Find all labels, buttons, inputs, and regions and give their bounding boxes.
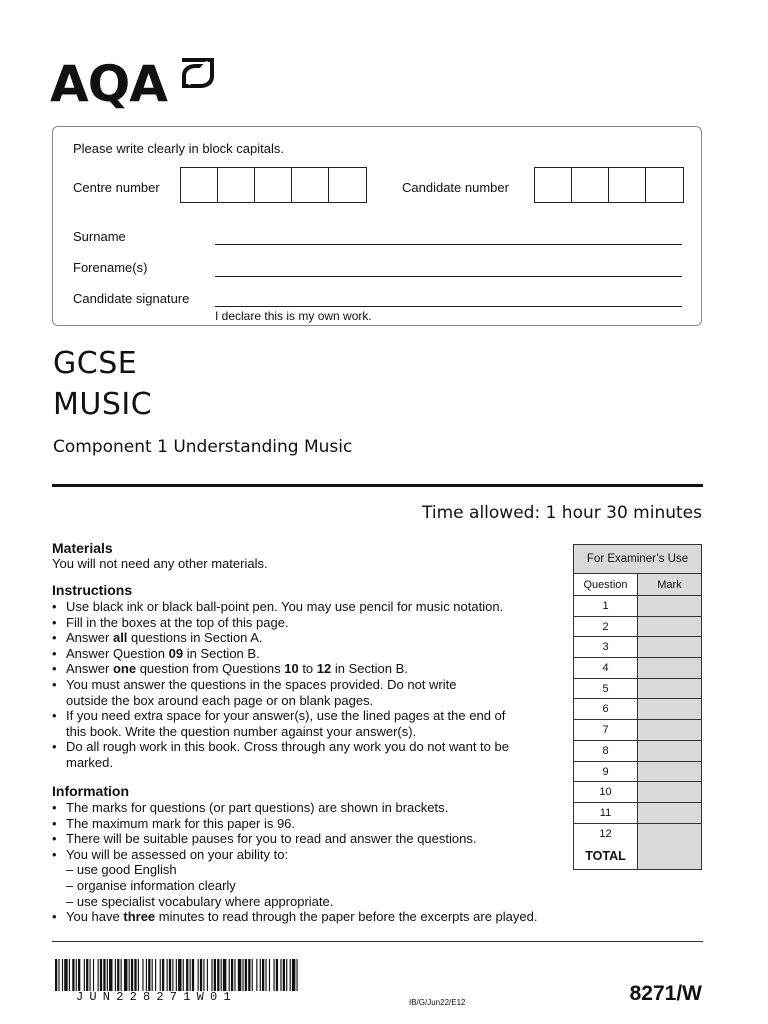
question-number: 6: [574, 699, 638, 719]
barcode-bar: [269, 959, 270, 991]
examiner-total-row: [574, 844, 701, 869]
barcode-bar: [86, 959, 88, 991]
time-allowed: Time allowed: 1 hour 30 minutes: [422, 503, 702, 523]
list-item-continuation: marked.: [66, 754, 113, 770]
list-item: • If you need extra space for your answer(s), use the lined pages at the end of: [52, 708, 509, 724]
barcode-bar: [256, 959, 257, 991]
component-title: Component 1 Understanding Music: [53, 437, 353, 457]
mark-cell[interactable]: [638, 699, 701, 719]
level-title: GCSE: [53, 346, 138, 381]
barcode-bar: [192, 959, 194, 991]
barcode-bar: [260, 959, 261, 991]
barcode-bar: [280, 959, 281, 991]
barcode-bar: [221, 959, 222, 991]
list-item: • The marks for questions (or part questions) are shown in brackets.: [52, 800, 537, 816]
candidate-digit-box[interactable]: [535, 168, 572, 202]
list-item: • Fill in the boxes at the top of this page.: [52, 615, 509, 631]
examiner-use-table: [573, 544, 702, 870]
barcode-bar: [217, 959, 219, 991]
paper-reference: IB/G/Jun22/E12: [409, 998, 466, 1007]
question-number: 8: [574, 741, 638, 761]
barcode-bar: [76, 959, 77, 991]
list-sub-item: – use good English: [66, 862, 177, 878]
list-item: • The maximum mark for this paper is 96.: [52, 816, 537, 832]
barcode-bar: [162, 959, 164, 991]
surname-label: Surname: [73, 229, 126, 244]
barcode-bar: [155, 959, 156, 991]
barcode-bar: [90, 959, 91, 991]
barcode-bar: [64, 959, 67, 991]
examiner-table-title: For Examiner’s Use: [574, 545, 701, 574]
mark-cell[interactable]: [638, 596, 701, 616]
barcode-bar: [58, 959, 59, 991]
instructions-list: [52, 599, 509, 771]
barcode-bar: [115, 959, 116, 991]
signature-label: Candidate signature: [73, 291, 190, 306]
aqa-leaf-icon: [178, 54, 218, 94]
barcode-bar: [169, 959, 171, 991]
question-number: 9: [574, 762, 638, 782]
barcode-bar: [265, 959, 266, 991]
barcode-bar: [214, 959, 216, 991]
question-number: 1: [574, 596, 638, 616]
table-row: [574, 782, 701, 803]
list-sub-item: – organise information clearly: [66, 877, 236, 893]
mark-cell[interactable]: [638, 741, 701, 761]
barcode-bar: [234, 959, 235, 991]
table-row: [574, 824, 701, 845]
barcode-bar: [78, 959, 80, 991]
logo-text: AQA: [50, 55, 167, 113]
list-item-continuation: outside the box around each page or on blank pages.: [66, 692, 374, 708]
barcode-bar: [186, 959, 188, 991]
candidate-number-label: Candidate number: [402, 180, 509, 195]
barcode-bar: [146, 959, 147, 991]
barcode-bar: [207, 959, 208, 991]
barcode-bar: [100, 959, 102, 991]
barcode-bar: [103, 959, 105, 991]
barcode-bar: [109, 959, 112, 991]
question-number: 7: [574, 720, 638, 740]
barcode-bar: [283, 959, 285, 991]
barcode-bar: [274, 959, 275, 991]
question-number: 2: [574, 617, 638, 637]
mark-cell[interactable]: [638, 762, 701, 782]
signature-line[interactable]: [215, 306, 682, 307]
table-row: [574, 803, 701, 824]
barcode-bar: [93, 959, 94, 991]
barcode-bar: [124, 959, 127, 991]
barcode-bar: [292, 959, 295, 991]
list-item: • Do all rough work in this book. Cross through any work you do not want to be: [52, 739, 509, 755]
barcode-bar: [107, 959, 108, 991]
barcode-bar: [242, 959, 243, 991]
table-row: [574, 762, 701, 783]
title-divider: [52, 484, 703, 487]
mark-cell[interactable]: [638, 803, 701, 823]
mark-cell[interactable]: [638, 782, 701, 802]
barcode-bar: [138, 959, 139, 991]
candidate-details-box: [52, 126, 702, 326]
table-row: [574, 658, 701, 679]
mark-cell[interactable]: [638, 824, 701, 845]
mark-cell[interactable]: [638, 637, 701, 657]
list-sub-item: – use specialist vocabulary where appropriate.: [66, 893, 334, 909]
list-item: • Answer one question from Questions 10 to 12 in Section B.: [52, 661, 509, 677]
centre-number-label: Centre number: [73, 180, 160, 195]
barcode-bar: [198, 959, 199, 991]
candidate-digit-box[interactable]: [609, 168, 646, 202]
examiner-table-header: [574, 574, 701, 596]
centre-digit-box[interactable]: [329, 168, 366, 202]
question-number: 10: [574, 782, 638, 802]
materials-text: You will not need any other materials.: [52, 556, 268, 571]
barcode-bar: [176, 959, 177, 991]
surname-line[interactable]: [215, 244, 682, 245]
barcode-bar: [62, 959, 63, 991]
barcode-bar: [190, 959, 191, 991]
list-item: • You must answer the questions in the spaces provided. Do not write: [52, 677, 509, 693]
mark-cell[interactable]: [638, 720, 701, 740]
information-heading: Information: [52, 783, 129, 799]
barcode-bar: [211, 959, 212, 991]
question-number: 11: [574, 803, 638, 823]
table-row: [574, 617, 701, 638]
total-mark-cell[interactable]: [638, 844, 701, 869]
centre-digit-box[interactable]: [181, 168, 218, 202]
question-number: 3: [574, 637, 638, 657]
barcode-bar: [152, 959, 153, 991]
candidate-number-boxes[interactable]: [534, 167, 684, 203]
information-list: [52, 800, 537, 925]
barcode-bar: [183, 959, 184, 991]
list-item: • There will be suitable pauses for you to read and answer the questions.: [52, 831, 537, 847]
barcode-bar: [231, 959, 233, 991]
candidate-digit-box[interactable]: [572, 168, 609, 202]
candidate-digit-box[interactable]: [646, 168, 683, 202]
barcode-bar: [98, 959, 99, 991]
paper-code: 8271/W: [629, 982, 702, 1005]
centre-digit-box[interactable]: [292, 168, 329, 202]
barcode-bar: [248, 959, 250, 991]
table-row: [574, 679, 701, 700]
list-item: • You will be assessed on your ability to:: [52, 847, 537, 863]
barcode-bar: [134, 959, 136, 991]
subject-title: MUSIC: [53, 387, 153, 422]
barcode-bar: [252, 959, 253, 991]
barcode-bar: [200, 959, 202, 991]
barcode-bar: [290, 959, 291, 991]
barcode-bar: [276, 959, 278, 991]
barcode-bar: [160, 959, 161, 991]
aqa-logo: [50, 52, 220, 114]
list-item-continuation: this book. Write the question number against your answer(s).: [66, 723, 417, 739]
barcode-bar: [297, 959, 298, 991]
centre-digit-box[interactable]: [255, 168, 292, 202]
instructions-heading: Instructions: [52, 582, 133, 598]
barcode-bar: [286, 959, 287, 991]
barcode-bar: [167, 959, 168, 991]
barcode: [55, 959, 300, 991]
examiner-table-rows: [574, 596, 701, 844]
question-column-header: Question: [574, 574, 638, 595]
barcode-bar: [148, 959, 150, 991]
total-label: TOTAL: [574, 844, 638, 869]
table-row: [574, 596, 701, 617]
question-number: 12: [574, 824, 638, 845]
mark-column-header: Mark: [638, 574, 701, 595]
materials-heading: Materials: [52, 540, 113, 556]
barcode-bar: [223, 959, 226, 991]
forename-line[interactable]: [215, 276, 682, 277]
centre-number-boxes[interactable]: [180, 167, 367, 203]
barcode-text: JUN228271W01: [76, 990, 237, 1004]
barcode-bar: [172, 959, 173, 991]
centre-digit-box[interactable]: [218, 168, 255, 202]
barcode-bar: [131, 959, 133, 991]
barcode-bar: [262, 959, 264, 991]
barcode-bar: [117, 959, 119, 991]
table-row: [574, 637, 701, 658]
mark-cell[interactable]: [638, 679, 701, 699]
list-item: • You have three minutes to read through the paper before the excerpts are played.: [52, 909, 537, 925]
question-number: 4: [574, 658, 638, 678]
declaration-text: I declare this is my own work.: [215, 309, 372, 323]
table-row: [574, 699, 701, 720]
barcode-bar: [84, 959, 85, 991]
barcode-bar: [129, 959, 130, 991]
forename-label: Forename(s): [73, 260, 148, 275]
barcode-bar: [142, 959, 143, 991]
list-item: • Answer Question 09 in Section B.: [52, 646, 509, 662]
question-number: 5: [574, 679, 638, 699]
barcode-bar: [69, 959, 70, 991]
list-item: • Use black ink or black ball-point pen. You may use pencil for music notation.: [52, 599, 509, 615]
barcode-bar: [72, 959, 74, 991]
table-row: [574, 741, 701, 762]
mark-cell[interactable]: [638, 617, 701, 637]
list-item: • Answer all questions in Section A.: [52, 630, 509, 646]
mark-cell[interactable]: [638, 658, 701, 678]
barcode-bar: [238, 959, 241, 991]
block-capitals-instruction: Please write clearly in block capitals.: [73, 141, 284, 156]
barcode-bar: [229, 959, 230, 991]
barcode-bar: [203, 959, 204, 991]
barcode-bar: [121, 959, 122, 991]
barcode-bar: [55, 959, 57, 991]
table-row: [574, 720, 701, 741]
barcode-bar: [245, 959, 247, 991]
footer-divider: [52, 941, 703, 942]
barcode-bar: [178, 959, 181, 991]
